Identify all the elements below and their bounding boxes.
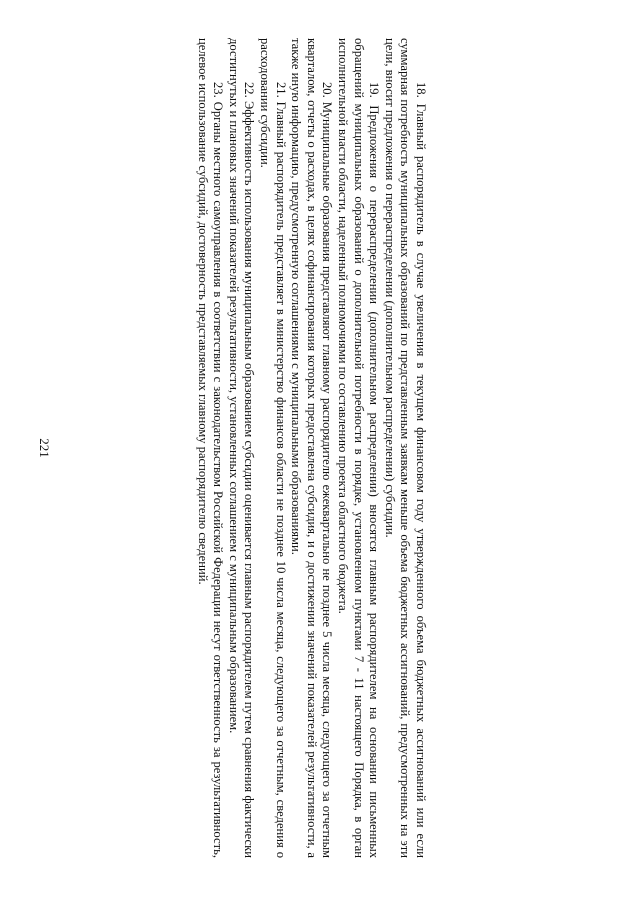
document-body [108, 38, 428, 858]
paragraph-18: 18. Главный распорядитель в случае увеличения в текущем финансовом году утвержденного объема бюджетных ассигнований или если суммарная потребность муниципальных образований по представленным заявкам меньше объема бюджетных ассигнований, предусмотренных на эти цели, вносит предложения о перераспределении (дополнительном распределении) субсидии. [382, 38, 428, 858]
paragraph-20: 20. Муниципальные образования представляют главному распорядителю ежеквартально не позднее 5 числа месяца, следующего за отчетным кварталом, отчеты о расходах, в целях софинансирования которых предоставлена субсидия, и о достижении значений показателей результативности, а также иную информацию, предусмотренную соглашениями с муниципальными образованиями. [289, 38, 335, 858]
paragraph-21: 21. Главный распорядитель представляет в министерство финансов области не позднее 10 числа месяца, следующего за отчетным, сведения о расходовании субсидии. [258, 38, 288, 858]
paragraph-23: 23. Органы местного самоуправления в соответствии с законодательством Российской Федерации несут ответственность за результативность, целевое использование субсидий, достоверность представляемых главному распорядителю сведений. [195, 38, 226, 858]
paragraph-22: 22. Эффективность использования муниципальным образованием субсидии оценивается главным распорядителем путем сравнения фактически достигнутых и плановых значений показателей результативности, установленных соглашением с муниципальным образованием. [226, 38, 257, 858]
paragraph-19: 19. Предложения о перераспределении (дополнительном распределении) вносятся главным распорядителем на основании письменных обращений муниципальных образований о дополнительной потребности в порядке, установленном пунктами 7 - 11 настоящего Порядка, в орган исполнительной власти области, наделенный полномочиями по составлению проекта областного бюджета. [336, 38, 382, 858]
page-number: 221 [37, 438, 52, 458]
